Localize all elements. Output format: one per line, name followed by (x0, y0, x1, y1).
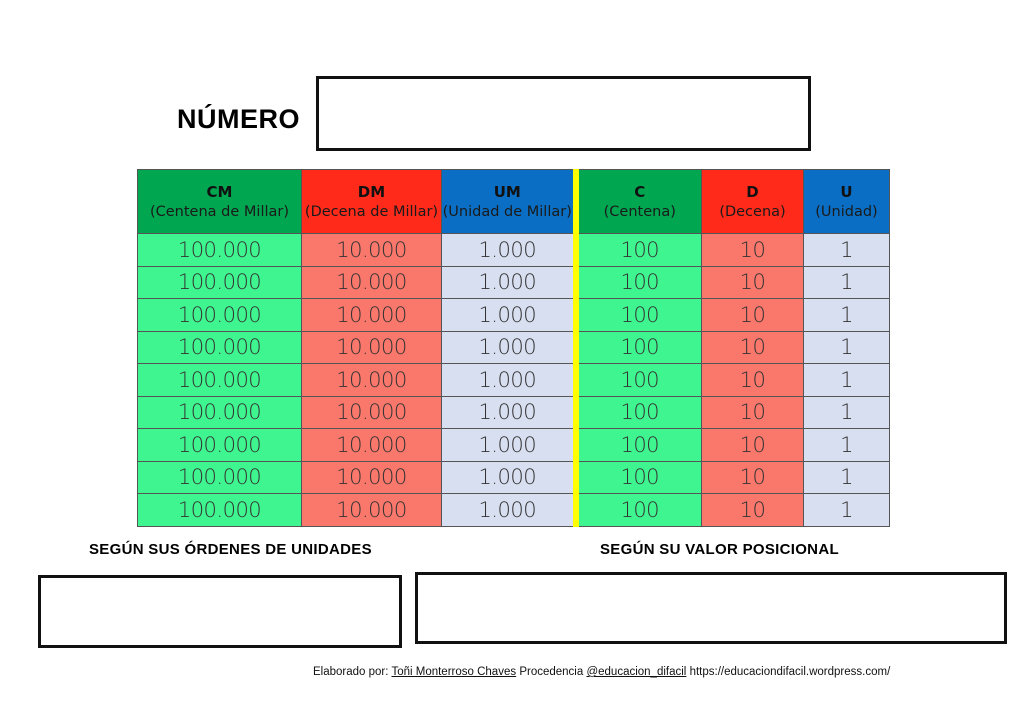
ordenes-answer-box[interactable] (38, 575, 402, 648)
header-name: (Unidad) (815, 203, 878, 220)
cell-u[interactable]: 1 (804, 494, 890, 527)
header-name: (Centena) (603, 203, 676, 220)
header-abbr: UM (493, 182, 521, 201)
cell-um[interactable]: 1.000 (442, 266, 576, 299)
header-c (576, 170, 702, 234)
cell-um[interactable]: 1.000 (442, 299, 576, 332)
header-u (804, 170, 890, 234)
table-row (138, 364, 890, 397)
cell-u[interactable]: 1 (804, 461, 890, 494)
cell-um[interactable]: 1.000 (442, 396, 576, 429)
author-link[interactable]: Toñi Monterroso Chaves (391, 666, 517, 678)
cell-cm[interactable]: 100.000 (138, 429, 302, 462)
header-dm (302, 170, 442, 234)
cell-dm[interactable]: 10.000 (302, 299, 442, 332)
cell-cm[interactable]: 100.000 (138, 234, 302, 267)
table-row (138, 429, 890, 462)
cell-um[interactable]: 1.000 (442, 364, 576, 397)
cell-cm[interactable]: 100.000 (138, 299, 302, 332)
cell-c[interactable]: 100 (576, 429, 702, 462)
cell-c[interactable]: 100 (576, 461, 702, 494)
footer-source-label: Procedencia (519, 666, 584, 678)
cell-cm[interactable]: 100.000 (138, 266, 302, 299)
cell-d[interactable]: 10 (702, 331, 804, 364)
cell-u[interactable]: 1 (804, 396, 890, 429)
header-name: (Decena) (719, 203, 786, 220)
table-row (138, 331, 890, 364)
table-row (138, 266, 890, 299)
cell-dm[interactable]: 10.000 (302, 331, 442, 364)
cell-cm[interactable]: 100.000 (138, 331, 302, 364)
cell-c[interactable]: 100 (576, 266, 702, 299)
cell-u[interactable]: 1 (804, 234, 890, 267)
valor-answer-box[interactable] (415, 572, 1007, 644)
header-abbr: C (634, 182, 646, 201)
table-row (138, 461, 890, 494)
cell-c[interactable]: 100 (576, 396, 702, 429)
cell-dm[interactable]: 10.000 (302, 234, 442, 267)
cell-u[interactable]: 1 (804, 331, 890, 364)
cell-c[interactable]: 100 (576, 299, 702, 332)
header-name: (Decena de Millar) (304, 203, 439, 220)
table-header-row (138, 170, 890, 234)
cell-dm[interactable]: 10.000 (302, 396, 442, 429)
cell-c[interactable]: 100 (576, 494, 702, 527)
header-cm (138, 170, 302, 234)
ordenes-label: SEGÚN SUS ÓRDENES DE UNIDADES (89, 541, 372, 558)
cell-d[interactable]: 10 (702, 429, 804, 462)
table-row (138, 234, 890, 267)
cell-um[interactable]: 1.000 (442, 494, 576, 527)
footer-prefix: Elaborado por: (313, 666, 389, 678)
header-abbr: DM (357, 182, 386, 201)
cell-d[interactable]: 10 (702, 234, 804, 267)
header-name: (Unidad de Millar) (442, 203, 572, 220)
cell-u[interactable]: 1 (804, 364, 890, 397)
cell-d[interactable]: 10 (702, 299, 804, 332)
cell-u[interactable]: 1 (804, 266, 890, 299)
table-row (138, 396, 890, 429)
header-abbr: D (746, 182, 759, 201)
place-value-table (137, 169, 890, 527)
header-d (702, 170, 804, 234)
handle-link[interactable]: @educacion_difacil (586, 666, 687, 678)
cell-c[interactable]: 100 (576, 234, 702, 267)
cell-u[interactable]: 1 (804, 429, 890, 462)
cell-d[interactable]: 10 (702, 266, 804, 299)
header-um (442, 170, 576, 234)
cell-um[interactable]: 1.000 (442, 234, 576, 267)
cell-dm[interactable]: 10.000 (302, 266, 442, 299)
numero-label: NÚMERO (177, 104, 300, 134)
cell-um[interactable]: 1.000 (442, 331, 576, 364)
cell-um[interactable]: 1.000 (442, 429, 576, 462)
cell-um[interactable]: 1.000 (442, 461, 576, 494)
cell-c[interactable]: 100 (576, 364, 702, 397)
header-abbr: U (840, 182, 853, 201)
table-row (138, 299, 890, 332)
cell-u[interactable]: 1 (804, 299, 890, 332)
cell-cm[interactable]: 100.000 (138, 396, 302, 429)
cell-cm[interactable]: 100.000 (138, 461, 302, 494)
cell-dm[interactable]: 10.000 (302, 494, 442, 527)
cell-c[interactable]: 100 (576, 331, 702, 364)
cell-dm[interactable]: 10.000 (302, 429, 442, 462)
numero-input-box[interactable] (316, 76, 811, 151)
cell-cm[interactable]: 100.000 (138, 494, 302, 527)
cell-d[interactable]: 10 (702, 364, 804, 397)
cell-cm[interactable]: 100.000 (138, 364, 302, 397)
valor-label: SEGÚN SU VALOR POSICIONAL (600, 541, 839, 558)
cell-d[interactable]: 10 (702, 494, 804, 527)
header-abbr: CM (206, 182, 233, 201)
footer-credit (313, 666, 890, 678)
cell-dm[interactable]: 10.000 (302, 461, 442, 494)
cell-dm[interactable]: 10.000 (302, 364, 442, 397)
header-name: (Centena de Millar) (149, 203, 290, 220)
footer-url[interactable]: https://educaciondifacil.wordpress.com/ (689, 666, 891, 678)
table-row (138, 494, 890, 527)
cell-d[interactable]: 10 (702, 461, 804, 494)
cell-d[interactable]: 10 (702, 396, 804, 429)
